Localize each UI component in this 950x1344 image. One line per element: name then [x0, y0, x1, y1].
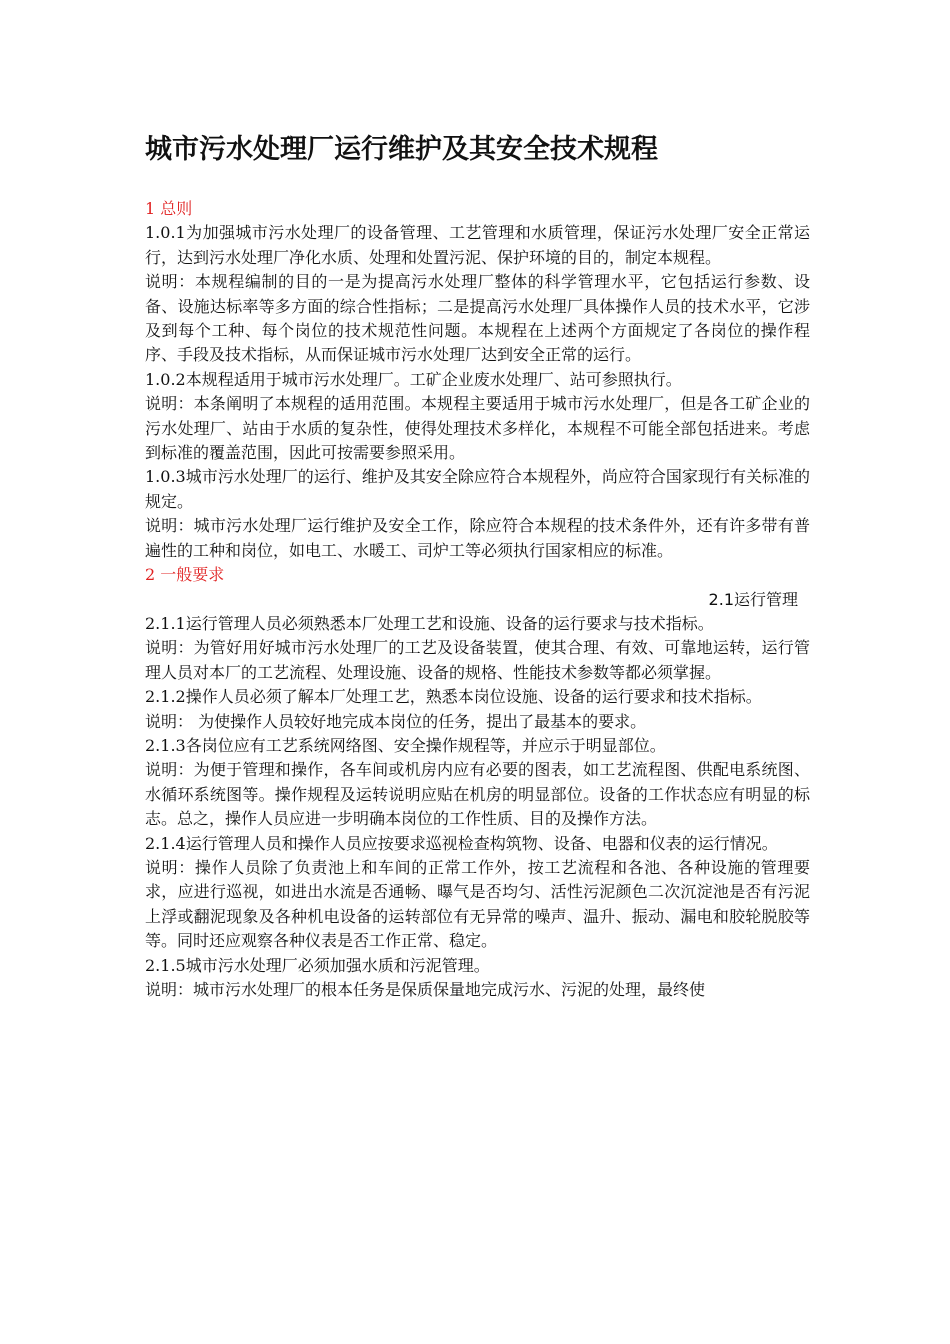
paragraph: 1.0.3城市污水处理厂的运行、维护及其安全除应符合本规程外，尚应符合国家现行有关标准的规定。 — [145, 467, 810, 511]
paragraph: 说明：本规程编制的目的一是为提高污水处理厂整体的科学管理水平，它包括运行参数、设备、设施达标率等多方面的综合性指标；二是提高污水处理厂具体操作人员的技术水平，它涉及到每个工种、每个岗位的技术规范性问题。本规程在上述两个方面规定了各岗位的操作程序、手段及技术指标，从而保证城市污水处理厂达到安全正常的运行。 — [145, 272, 810, 365]
paragraph: 说明：为管好用好城市污水处理厂的工艺及设备装置，使其合理、有效、可靠地运转，运行管理人员对本厂的工艺流程、处理设施、设备的规格、性能技术参数等都必须掌握。 — [145, 638, 810, 682]
subsection-heading: 2.1运行管理 — [708, 589, 798, 609]
paragraph: 1.0.1为加强城市污水处理厂的设备管理、工艺管理和水质管理，保证污水处理厂安全正常运行，达到污水处理厂净化水质、处理和处置污泥、保护环境的目的，制定本规程。 — [145, 223, 810, 267]
section-heading: 2 一般要求 — [145, 565, 225, 585]
paragraph: 说明：城市污水处理厂运行维护及安全工作，除应符合本规程的技术条件外，还有许多带有普遍性的工种和岗位，如电工、水暖工、司炉工等必须执行国家相应的标准。 — [145, 516, 810, 560]
paragraph: 说明：本条阐明了本规程的适用范围。本规程主要适用于城市污水处理厂，但是各工矿企业的污水处理厂、站由于水质的复杂性，使得处理技术多样化，本规程不可能全部包括进来。考虑到标准的覆盖范围，因此可按需要参照采用。 — [145, 394, 810, 463]
paragraph: 2.1.2操作人员必须了解本厂处理工艺，熟悉本岗位设施、设备的运行要求和技术指标。 — [145, 687, 762, 707]
section-heading: 1 总则 — [145, 199, 193, 218]
paragraph: 说明：操作人员除了负责池上和车间的正常工作外，按工艺流程和各池、各种设施的管理要求，应进行巡视，如进出水流是否通畅、曝气是否均匀、活性污泥颜色二次沉淀池是否有污泥上浮或翻泥现象及各种机电设备的运转部位有无异常的噪声、温升、振动、漏电和胶轮脱胶等等。同时还应观察各种仪表是否工作正常、稳定。 — [145, 857, 810, 951]
document-text-blocks — [145, 197, 810, 1002]
paragraph: 2.1.1运行管理人员必须熟悉本厂处理工艺和设施、设备的运行要求与技术指标。 — [145, 613, 714, 633]
document-title: 城市污水处理厂运行维护及其安全技术规程 — [145, 134, 658, 165]
paragraph: 说明：城市污水处理厂的根本任务是保质保量地完成污水、污泥的处理，最终使 — [145, 980, 706, 999]
paragraph: 2.1.3各岗位应有工艺系统网络图、安全操作规程等，并应示于明显部位。 — [145, 735, 666, 755]
document-body — [145, 130, 810, 1002]
paragraph: 说明： 为使操作人员较好地完成本岗位的任务，提出了最基本的要求。 — [145, 711, 647, 731]
paragraph: 1.0.2本规程适用于城市污水处理厂。工矿企业废水处理厂、站可参照执行。 — [145, 369, 682, 389]
paragraph: 2.1.4运行管理人员和操作人员应按要求巡视检查构筑物、设备、电器和仪表的运行情况。 — [145, 833, 778, 853]
paragraph: 说明：为便于管理和操作，各车间或机房内应有必要的图表，如工艺流程图、供配电系统图、水循环系统图等。操作规程及运转说明应贴在机房的明显部位。设备的工作状态应有明显的标志。总之，操作人员应进一步明确本岗位的工作性质、目的及操作方法。 — [145, 760, 810, 829]
paragraph: 2.1.5城市污水处理厂必须加强水质和污泥管理。 — [145, 955, 490, 975]
